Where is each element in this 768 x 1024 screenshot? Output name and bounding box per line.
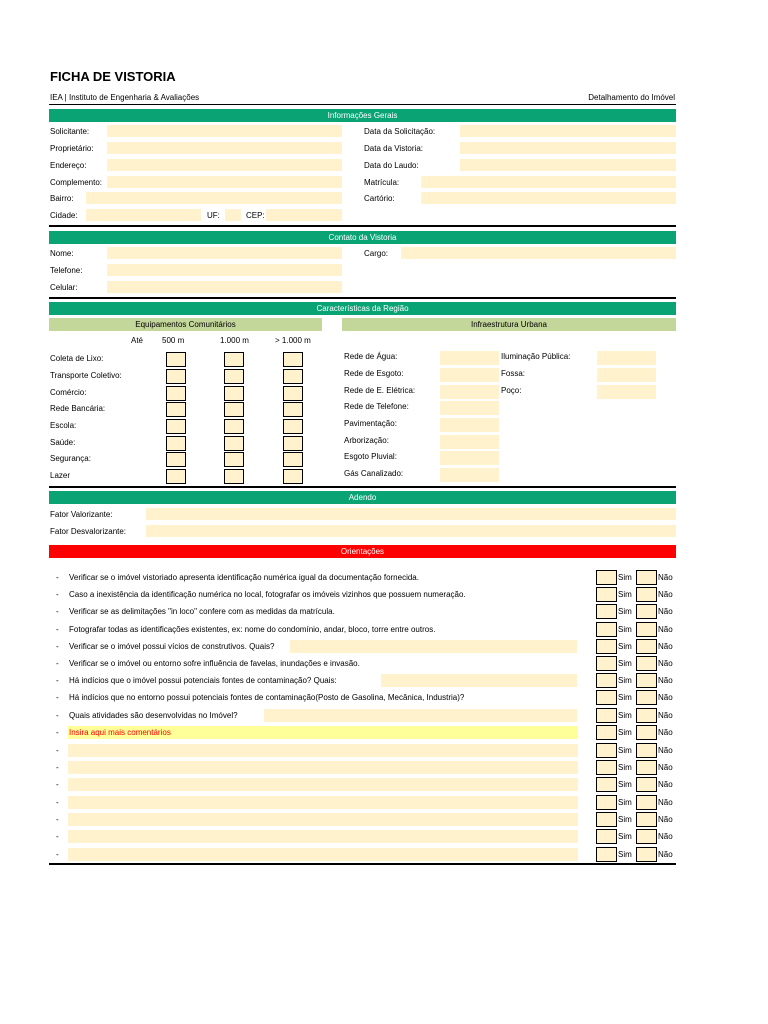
equip-subheader: Equipamentos Comunitários: [49, 318, 322, 331]
data-vistoria-field[interactable]: [460, 142, 676, 154]
distance-checkbox[interactable]: [224, 352, 244, 367]
distance-checkbox[interactable]: [166, 452, 186, 467]
comment-field[interactable]: [68, 813, 578, 826]
yes-checkbox[interactable]: [596, 639, 617, 654]
no-checkbox[interactable]: [636, 570, 657, 585]
infra-item-label: Poço:: [501, 386, 522, 395]
yes-label: Sim: [618, 746, 632, 755]
section-contact-header: Contato da Vistoria: [49, 231, 676, 244]
telefone-label: Telefone:: [50, 266, 83, 275]
yes-label: Sim: [618, 573, 632, 582]
distance-checkbox[interactable]: [283, 436, 303, 451]
no-label: Não: [658, 780, 673, 789]
infra-item-label: Rede de E. Elétrica:: [344, 386, 416, 395]
section-region-header: Características da Região: [49, 302, 676, 315]
no-label: Não: [658, 711, 673, 720]
distance-checkbox[interactable]: [283, 469, 303, 484]
yes-label: Sim: [618, 642, 632, 651]
yes-checkbox[interactable]: [596, 829, 617, 844]
no-label: Não: [658, 642, 673, 651]
bullet-dash: -: [56, 573, 59, 582]
infra-item-field[interactable]: [440, 435, 499, 449]
no-checkbox[interactable]: [636, 639, 657, 654]
yes-label: Sim: [618, 728, 632, 737]
celular-label: Celular:: [50, 283, 78, 292]
equip-item-label: Comércio:: [50, 388, 87, 397]
valorizante-field[interactable]: [146, 508, 676, 520]
guideline-text: Verificar se o imóvel possui vícios de construtivos. Quais?: [69, 642, 275, 651]
infra-item-label: Fossa:: [501, 369, 526, 378]
yes-label: Sim: [618, 832, 632, 841]
yes-label: Sim: [618, 711, 632, 720]
equip-item-label: Saúde:: [50, 438, 76, 447]
data-solicitacao-field[interactable]: [460, 125, 676, 137]
telefone-field[interactable]: [107, 264, 342, 276]
yes-checkbox[interactable]: [596, 656, 617, 671]
infra-item-field[interactable]: [440, 368, 499, 382]
no-label: Não: [658, 815, 673, 824]
guideline-text: Fotografar todas as identificações existentes, ex: nome do condomínio, andar, bloco, torre entre outros.: [69, 625, 436, 634]
nome-label: Nome:: [50, 249, 74, 258]
bottom-rule: [49, 863, 676, 865]
bullet-dash: -: [56, 746, 59, 755]
no-checkbox[interactable]: [636, 604, 657, 619]
distance-checkbox[interactable]: [283, 402, 303, 417]
data-vistoria-label: Data da Vistoria:: [364, 144, 423, 153]
section-general-header: Informações Gerais: [49, 109, 676, 122]
matricula-label: Matrícula:: [364, 178, 400, 187]
infra-item-label: Iluminação Pública:: [501, 352, 571, 361]
comment-field[interactable]: [68, 778, 578, 791]
section-divider: [49, 297, 676, 299]
no-checkbox[interactable]: [636, 812, 657, 827]
yes-label: Sim: [618, 763, 632, 772]
distance-checkbox[interactable]: [224, 419, 244, 434]
yes-checkbox[interactable]: [596, 777, 617, 792]
yes-checkbox[interactable]: [596, 743, 617, 758]
no-checkbox[interactable]: [636, 656, 657, 671]
equip-item-label: Lazer: [50, 471, 71, 480]
yes-checkbox[interactable]: [596, 725, 617, 740]
infra-item-field[interactable]: [597, 368, 656, 382]
yes-checkbox[interactable]: [596, 812, 617, 827]
yes-checkbox[interactable]: [596, 587, 617, 602]
yes-label: Sim: [618, 850, 632, 859]
section-divider: [49, 486, 676, 488]
guideline-answer-field[interactable]: [290, 640, 577, 653]
comment-prompt: Insira aqui mais comentários: [69, 728, 171, 737]
endereco-field[interactable]: [107, 159, 342, 171]
no-label: Não: [658, 693, 673, 702]
distance-checkbox[interactable]: [224, 386, 244, 401]
infra-item-label: Gás Canalizado:: [344, 469, 404, 478]
celular-field[interactable]: [107, 281, 342, 293]
distance-checkbox[interactable]: [166, 386, 186, 401]
bullet-dash: -: [56, 850, 59, 859]
section-addendum-header: Adendo: [49, 491, 676, 504]
yes-checkbox[interactable]: [596, 673, 617, 688]
nome-field[interactable]: [107, 247, 342, 259]
equip-item-label: Rede Bancária:: [50, 404, 106, 413]
guideline-answer-field[interactable]: [264, 709, 577, 722]
infra-item-label: Rede de Água:: [344, 352, 398, 361]
bullet-dash: -: [56, 676, 59, 685]
guideline-text: Há indícios que no entorno possui potenciais fontes de contaminação(Posto de Gasolina, Mecânica, Industria)?: [69, 693, 465, 702]
guideline-answer-field[interactable]: [381, 674, 577, 687]
institute-name: IEA | Instituto de Engenharia & Avaliações: [50, 93, 200, 102]
comment-field[interactable]: [68, 796, 578, 809]
yes-label: Sim: [618, 780, 632, 789]
bullet-dash: -: [56, 642, 59, 651]
bullet-dash: -: [56, 607, 59, 616]
guideline-text: Verificar se as delimitações "in loco" confere com as medidas da matrícula.: [69, 607, 335, 616]
yes-checkbox[interactable]: [596, 622, 617, 637]
distance-checkbox[interactable]: [166, 469, 186, 484]
no-checkbox[interactable]: [636, 673, 657, 688]
distance-checkbox[interactable]: [166, 419, 186, 434]
no-checkbox[interactable]: [636, 725, 657, 740]
no-checkbox[interactable]: [636, 777, 657, 792]
bullet-dash: -: [56, 711, 59, 720]
bullet-dash: -: [56, 763, 59, 772]
yes-checkbox[interactable]: [596, 795, 617, 810]
no-label: Não: [658, 590, 673, 599]
yes-label: Sim: [618, 607, 632, 616]
equip-item-label: Escola:: [50, 421, 77, 430]
yes-label: Sim: [618, 815, 632, 824]
no-checkbox[interactable]: [636, 760, 657, 775]
infra-item-label: Pavimentação:: [344, 419, 397, 428]
yes-label: Sim: [618, 625, 632, 634]
distance-checkbox[interactable]: [283, 419, 303, 434]
cidade-field[interactable]: [86, 209, 201, 221]
section-guidelines-header: Orientações: [49, 545, 676, 558]
no-label: Não: [658, 850, 673, 859]
no-checkbox[interactable]: [636, 847, 657, 862]
comment-field[interactable]: [68, 848, 578, 861]
infra-item-field[interactable]: [440, 401, 499, 415]
complemento-label: Complemento:: [50, 178, 103, 187]
solicitante-field[interactable]: [107, 125, 342, 137]
distance-checkbox[interactable]: [224, 402, 244, 417]
distance-checkbox[interactable]: [166, 436, 186, 451]
distance-checkbox[interactable]: [224, 452, 244, 467]
distance-checkbox[interactable]: [283, 352, 303, 367]
equip-item-label: Coleta de Lixo:: [50, 354, 104, 363]
distance-checkbox[interactable]: [166, 352, 186, 367]
infra-item-label: Esgoto Pluvial:: [344, 452, 397, 461]
bullet-dash: -: [56, 625, 59, 634]
bullet-dash: -: [56, 728, 59, 737]
infra-item-field[interactable]: [440, 418, 499, 432]
guideline-text: Há indícios que o imóvel possui potenciais fontes de contaminação? Quais:: [69, 676, 337, 685]
guideline-text: Quais atividades são desenvolvidas no Imóvel?: [69, 711, 238, 720]
cargo-label: Cargo:: [364, 249, 389, 258]
valorizante-label: Fator Valorizante:: [50, 510, 113, 519]
no-checkbox[interactable]: [636, 708, 657, 723]
solicitante-label: Solicitante:: [50, 127, 90, 136]
yes-checkbox[interactable]: [596, 604, 617, 619]
no-label: Não: [658, 746, 673, 755]
cep-label: CEP:: [246, 211, 265, 220]
guideline-text: Verificar se o imóvel vistoriado apresenta identificação numérica igual da documentação fornecida.: [69, 573, 419, 582]
yes-checkbox[interactable]: [596, 708, 617, 723]
distance-checkbox[interactable]: [283, 452, 303, 467]
detail-label: Detalhamento do Imóvel: [588, 93, 675, 102]
infra-item-field[interactable]: [597, 351, 656, 365]
no-checkbox[interactable]: [636, 690, 657, 705]
distance-checkbox[interactable]: [224, 436, 244, 451]
infra-item-field[interactable]: [440, 468, 499, 482]
distance-checkbox[interactable]: [224, 469, 244, 484]
no-checkbox[interactable]: [636, 587, 657, 602]
infra-subheader: Infraestrutura Urbana: [342, 318, 676, 331]
uf-label: UF:: [207, 211, 220, 220]
bullet-dash: -: [56, 780, 59, 789]
dist-header: 1.000 m: [220, 336, 249, 345]
distance-checkbox[interactable]: [224, 369, 244, 384]
cartorio-field[interactable]: [421, 192, 676, 204]
infra-item-field[interactable]: [440, 351, 499, 365]
no-label: Não: [658, 728, 673, 737]
yes-checkbox[interactable]: [596, 690, 617, 705]
yes-checkbox[interactable]: [596, 760, 617, 775]
infra-item-label: Arborização:: [344, 436, 389, 445]
desvalorizante-field[interactable]: [146, 525, 676, 537]
no-checkbox[interactable]: [636, 622, 657, 637]
cartorio-label: Cartório:: [364, 194, 395, 203]
equip-item-label: Segurança:: [50, 454, 91, 463]
bairro-label: Bairro:: [50, 194, 74, 203]
yes-label: Sim: [618, 693, 632, 702]
bullet-dash: -: [56, 693, 59, 702]
bullet-dash: -: [56, 590, 59, 599]
infra-item-field[interactable]: [440, 385, 499, 399]
bullet-dash: -: [56, 659, 59, 668]
complemento-field[interactable]: [107, 176, 342, 188]
distance-checkbox[interactable]: [283, 369, 303, 384]
comment-field[interactable]: [68, 830, 578, 843]
comment-field[interactable]: [68, 761, 578, 774]
data-laudo-field[interactable]: [460, 159, 676, 171]
cep-field[interactable]: [266, 209, 342, 221]
comment-field[interactable]: [68, 744, 578, 757]
page-title: FICHA DE VISTORIA: [50, 69, 176, 84]
yes-label: Sim: [618, 676, 632, 685]
yes-label: Sim: [618, 659, 632, 668]
cargo-field[interactable]: [401, 247, 676, 259]
yes-label: Sim: [618, 590, 632, 599]
guideline-text: Verificar se o imóvel ou entorno sofre influência de favelas, inundações e invasão.: [69, 659, 360, 668]
infra-item-label: Rede de Telefone:: [344, 402, 409, 411]
bairro-field[interactable]: [86, 192, 342, 204]
bullet-dash: -: [56, 798, 59, 807]
uf-field[interactable]: [225, 209, 241, 221]
matricula-field[interactable]: [421, 176, 676, 188]
infra-item-field[interactable]: [440, 451, 499, 465]
no-label: Não: [658, 607, 673, 616]
yes-label: Sim: [618, 798, 632, 807]
equip-item-label: Transporte Coletivo:: [50, 371, 122, 380]
data-solicitacao-label: Data da Solicitação:: [364, 127, 436, 136]
endereco-label: Endereço:: [50, 161, 87, 170]
header-rule: [49, 104, 676, 105]
no-checkbox[interactable]: [636, 795, 657, 810]
no-label: Não: [658, 832, 673, 841]
guideline-text: Caso a inexistência da identificação numérica no local, fotografar os imóveis vizinhos que possuem numeração.: [69, 590, 466, 599]
section-divider: [49, 225, 676, 227]
distance-checkbox[interactable]: [283, 386, 303, 401]
bullet-dash: -: [56, 832, 59, 841]
desvalorizante-label: Fator Desvalorizante:: [50, 527, 127, 536]
proprietario-field[interactable]: [107, 142, 342, 154]
no-checkbox[interactable]: [636, 829, 657, 844]
dist-header: > 1.000 m: [275, 336, 311, 345]
no-label: Não: [658, 798, 673, 807]
no-label: Não: [658, 573, 673, 582]
infra-item-label: Rede de Esgoto:: [344, 369, 404, 378]
yes-checkbox[interactable]: [596, 847, 617, 862]
no-checkbox[interactable]: [636, 743, 657, 758]
infra-item-field[interactable]: [597, 385, 656, 399]
distance-checkbox[interactable]: [166, 369, 186, 384]
no-label: Não: [658, 763, 673, 772]
proprietario-label: Proprietário:: [50, 144, 94, 153]
no-label: Não: [658, 676, 673, 685]
no-label: Não: [658, 625, 673, 634]
distance-checkbox[interactable]: [166, 402, 186, 417]
data-laudo-label: Data do Laudo:: [364, 161, 419, 170]
no-label: Não: [658, 659, 673, 668]
yes-checkbox[interactable]: [596, 570, 617, 585]
dist-header: 500 m: [162, 336, 185, 345]
dist-header: Até: [131, 336, 144, 345]
bullet-dash: -: [56, 815, 59, 824]
cidade-label: Cidade:: [50, 211, 78, 220]
